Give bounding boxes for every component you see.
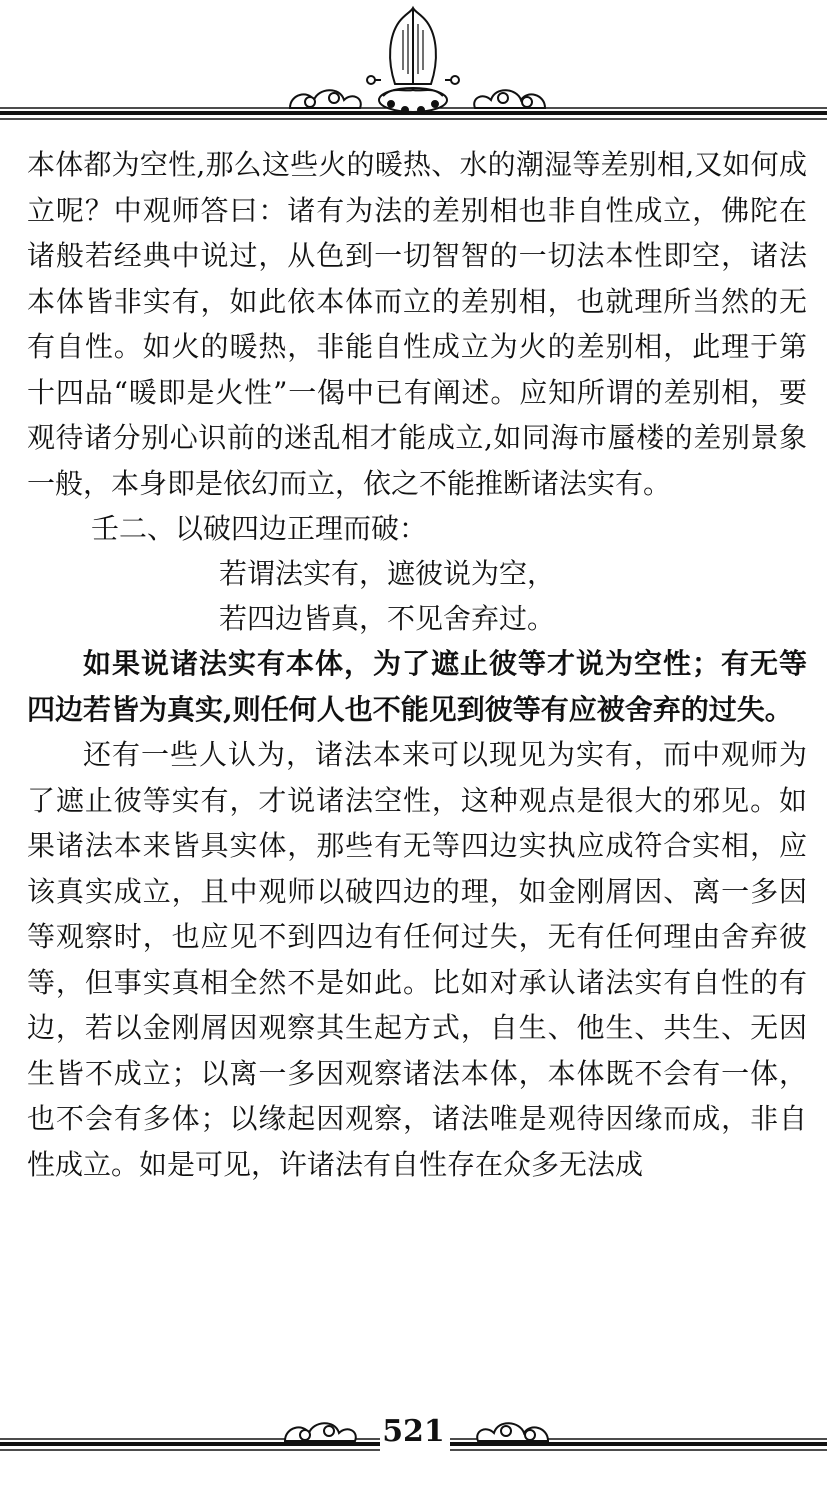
cloud-scroll-icon bbox=[474, 90, 545, 108]
body-paragraph: 还有一些人认为，诸法本来可以现见为实有，而中观师为了遮止彼等实有，才说诸法空性，这种观点是很大的邪见。如果诸法本来皆具实体，那些有无等四边实执应成符合实相，应该真实成立，且中观师以破四边的理，如金刚屑因、离一多因等观察时，也应见不到四边有任何过失，无有任何理由舍弃彼等，但事实真相全然不是如此。比如对承认诸法实有自性的有边，若以金刚屑因观察其生起方式，自生、他生、共生、无因生皆不成立；以离一多因观察诸法本体，本体既不会有一体，也不会有多体；以缘起因观察，诸法唯是观待因缘而成，非自性成立。如是可见，许诸法有自性存在众多无法成 bbox=[27, 738, 807, 1181]
page-body bbox=[27, 142, 807, 1187]
body-paragraph: 本体都为空性,那么这些火的暖热、水的潮湿等差别相,又如何成立呢？中观师答曰：诸有为法的差别相也非自性成立，佛陀在诸般若经典中说过，从色到一切智智的一切法本性即空，诸法本体皆非实有，如此依本体而立的差别相，也就理所当然的无有自性。如火的暖热，非能自性成立为火的差别相，此理于第十四品“暖即是火性”一偈中已有阐述。应知所谓的差别相，要观待诸分别心识前的迷乱相才能成立,如同海市蜃楼的差别景象一般，本身即是依幻而立，依之不能推断诸法实有。 bbox=[27, 148, 807, 500]
verse-line: 若谓法实有，遮彼说为空， bbox=[219, 557, 556, 590]
praying-hands-icon bbox=[367, 8, 459, 113]
verse-translation: 如果说诸法实有本体，为了遮止彼等才说为空性；有无等四边若皆为真实,则任何人也不能见到彼等有应被舍弃的过失。 bbox=[27, 647, 807, 726]
verse-line: 若四边皆真，不见舍弃过。 bbox=[219, 602, 556, 635]
page-number: 521 bbox=[382, 1414, 445, 1449]
section-heading: 壬二、以破四边正理而破： bbox=[91, 512, 428, 545]
header-ornament bbox=[0, 0, 827, 130]
cloud-scroll-icon bbox=[290, 90, 361, 108]
